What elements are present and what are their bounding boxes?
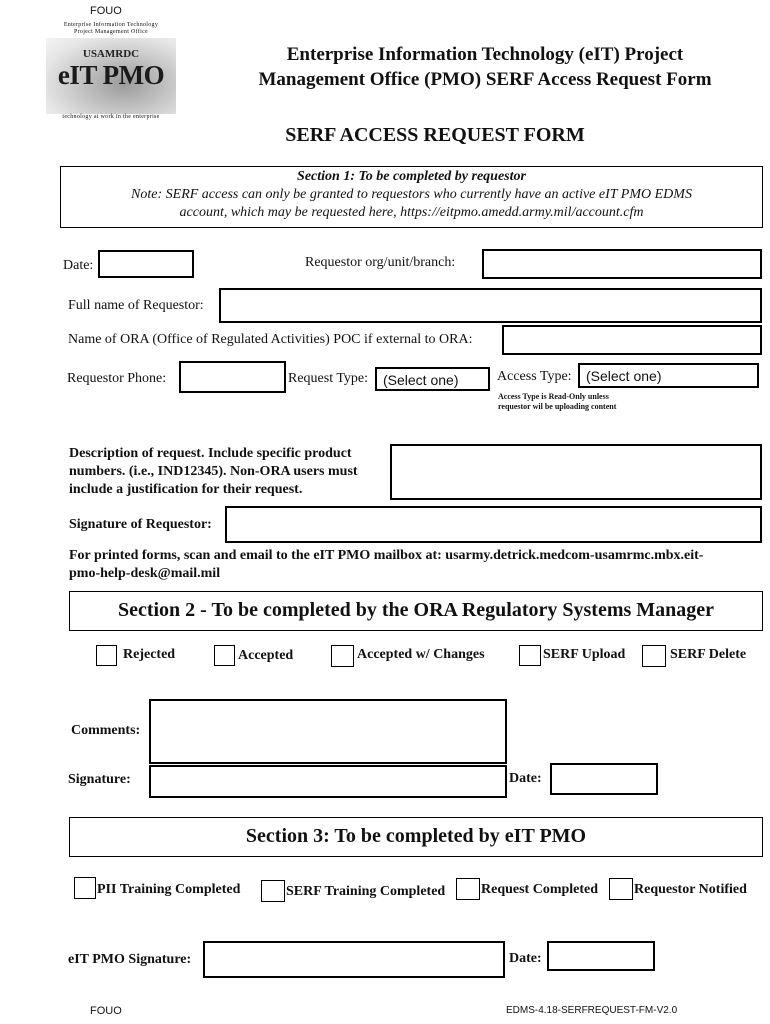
serf-training-checkbox[interactable]: [261, 880, 285, 902]
description-field[interactable]: [390, 444, 762, 500]
form-title: SERF ACCESS REQUEST FORM: [285, 124, 585, 146]
print-instructions-line1: For printed forms, scan and email to the eIT PMO mailbox at: usarmy.detrick.medcom-usamrmc.mbx.eit-: [69, 548, 704, 563]
access-type-note-line2: requestor wil be uploading content: [498, 402, 617, 411]
section2-signature-field[interactable]: [149, 765, 507, 798]
serf-upload-label: SERF Upload: [543, 647, 626, 662]
access-type-label: Access Type:: [497, 369, 572, 384]
section1-heading: Section 1: To be completed by requestor: [297, 169, 526, 184]
date-label: Date:: [63, 258, 94, 273]
fouo-marking-top: FOUO: [90, 5, 122, 17]
full-name-field[interactable]: [219, 288, 762, 323]
serf-training-label: SERF Training Completed: [286, 884, 446, 899]
serf-delete-label: SERF Delete: [670, 647, 747, 662]
pii-training-label: PII Training Completed: [97, 882, 241, 897]
date-field[interactable]: [98, 250, 194, 278]
section1-note-line1: Note: SERF access can only be granted to requestors who currently have an active eIT PMO EDMS: [131, 187, 692, 202]
logo-line1: Enterprise Information Technology: [63, 22, 159, 28]
eit-pmo-logo: [44, 22, 178, 122]
section1-note-line2: account, which may be requested here, https://eitpmo.amedd.army.mil/account.cfm: [179, 205, 644, 220]
logo-line2: Project Management Office: [73, 29, 149, 35]
ora-poc-label: Name of ORA (Office of Regulated Activities) POC if external to ORA:: [68, 332, 473, 347]
description-label-line3: include a justification for their request.: [69, 482, 303, 497]
ora-poc-field[interactable]: [502, 325, 762, 355]
accepted-with-changes-checkbox[interactable]: [331, 645, 354, 667]
section1-header-box: [60, 166, 763, 228]
requestor-notified-label: Requestor Notified: [634, 882, 747, 897]
access-type-note-line1: Access Type is Read-Only unless: [498, 392, 609, 401]
logo-tagline: technology at work in the enterprise: [62, 114, 160, 120]
request-completed-checkbox[interactable]: [456, 878, 480, 900]
section2-header: Section 2 - To be completed by the ORA Regulatory Systems Manager: [69, 591, 763, 631]
section3-header: Section 3: To be completed by eIT PMO: [69, 817, 763, 857]
description-label-line2: numbers. (i.e., IND12345). Non-ORA users must: [69, 464, 358, 479]
logo-org: USAMRDC: [82, 48, 140, 60]
requestor-signature-label: Signature of Requestor:: [69, 517, 212, 532]
request-type-label: Request Type:: [288, 371, 369, 386]
accepted-with-changes-label: Accepted w/ Changes: [357, 647, 485, 662]
full-name-label: Full name of Requestor:: [68, 298, 204, 313]
header-title-line1: Enterprise Information Technology (eIT) Project: [286, 44, 684, 65]
requestor-signature-field[interactable]: [225, 506, 762, 543]
requestor-notified-checkbox[interactable]: [609, 878, 633, 900]
logo-brand: eIT PMO: [57, 60, 165, 90]
section2-signature-label: Signature:: [68, 772, 131, 787]
rejected-label: Rejected: [123, 647, 176, 662]
section3-date-field[interactable]: [547, 941, 655, 971]
eit-pmo-signature-label: eIT PMO Signature:: [68, 952, 192, 967]
description-label-line1: Description of request. Include specific product: [69, 446, 352, 461]
request-completed-label: Request Completed: [481, 882, 599, 897]
requestor-phone-label: Requestor Phone:: [67, 371, 167, 386]
rejected-checkbox[interactable]: [96, 645, 117, 666]
comments-label: Comments:: [71, 723, 141, 738]
form-id: EDMS-4.18-SERFREQUEST-FM-V2.0: [506, 1005, 678, 1016]
request-type-select[interactable]: (Select one): [375, 367, 490, 391]
accepted-label: Accepted: [238, 648, 294, 663]
section2-date-label: Date:: [509, 771, 542, 786]
section2-date-field[interactable]: [550, 763, 658, 795]
requestor-phone-field[interactable]: [179, 361, 286, 393]
comments-field[interactable]: [149, 699, 507, 764]
serf-upload-checkbox[interactable]: [519, 645, 541, 666]
access-type-select[interactable]: (Select one): [578, 363, 759, 388]
section3-date-label: Date:: [509, 951, 542, 966]
header-title-line2: Management Office (PMO) SERF Access Request Form: [258, 69, 712, 90]
accepted-checkbox[interactable]: [214, 645, 235, 666]
requestor-org-field[interactable]: [482, 249, 762, 279]
fouo-marking-bottom: FOUO: [90, 1005, 122, 1017]
eit-pmo-signature-field[interactable]: [203, 941, 505, 978]
requestor-org-label: Requestor org/unit/branch:: [305, 255, 456, 270]
pii-training-checkbox[interactable]: [74, 877, 96, 899]
serf-delete-checkbox[interactable]: [642, 645, 666, 667]
print-instructions-line2: pmo-help-desk@mail.mil: [69, 566, 221, 581]
